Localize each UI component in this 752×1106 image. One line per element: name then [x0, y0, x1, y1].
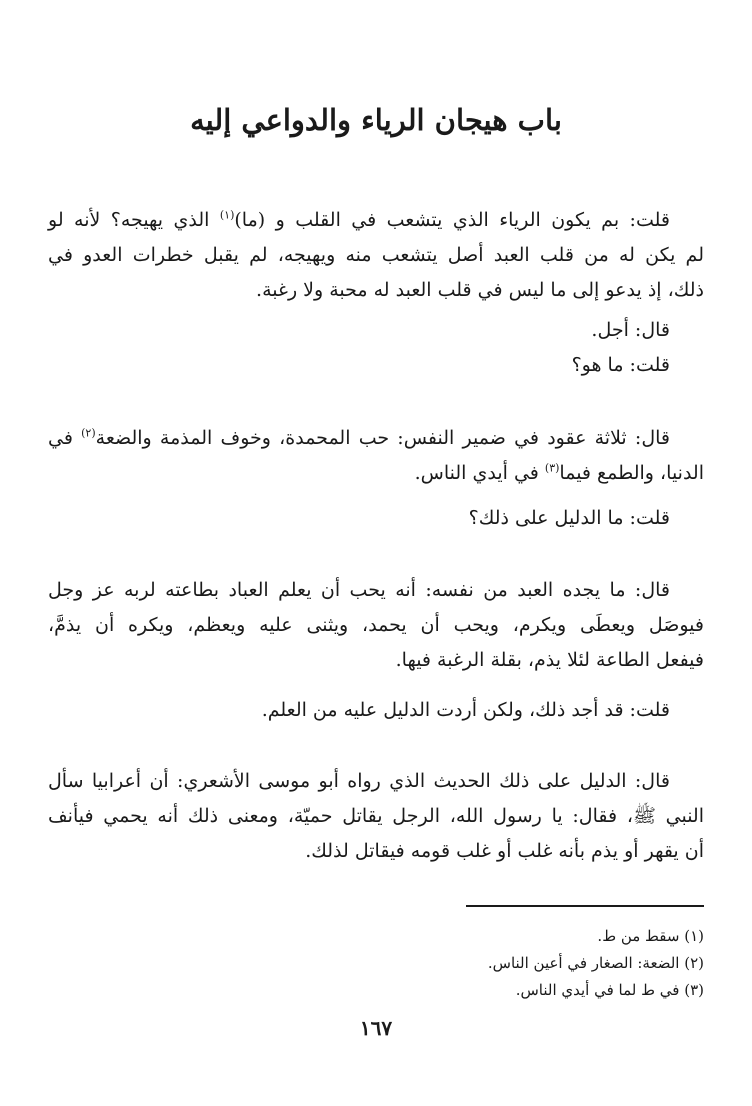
paragraph-question-3: قلت: ما الدليل على ذلك؟	[468, 507, 670, 529]
paragraph-question-2: قلت: ما هو؟	[571, 354, 670, 376]
footnote-3: (٣) في ط لما في أيدي الناس.	[515, 981, 704, 999]
paragraph-question-4: قلت: قد أجد ذلك، ولكن أردت الدليل عليه من العلم.	[261, 699, 670, 721]
text-line: قال: ثلاثة عقود في ضمير النفس: حب المحمدة، وخوف المذمة والضعة$^{(٢)}$ في	[48, 426, 670, 449]
text-line: الدنيا، والطمع فيما$^{(٣)}$ في أيدي الناس.	[414, 461, 704, 484]
page-number: ١٦٧	[359, 1016, 393, 1040]
paragraph-answer-short: قال: أجل.	[591, 319, 670, 341]
paragraph-answer-hadith	[48, 764, 704, 869]
footnote-2: (٢) الضعة: الصغار في أعين الناس.	[487, 954, 704, 972]
text-line: أن يقهر أو يذم بأنه غلب أو غلب قومه فيقاتل لذلك.	[305, 840, 704, 862]
footnote-1: (١) سقط من ط.	[597, 927, 704, 945]
footnote-ref: (١)	[219, 208, 235, 222]
text-line: قلت: بم يكون الرياء الذي يتشعب في القلب و (ما)$^{(١)}$ الذي يهيجه؟ لأنه لو	[48, 208, 670, 231]
text-line: ذلك، إذ يدعو إلى ما ليس في قلب العبد له محبة ولا رغبة.	[256, 279, 704, 301]
text-line: لم يكن له من قلب العبد أصل يتشعب منه ويهيجه، لم يقبل خطرات العدو في	[48, 244, 704, 266]
chapter-title: باب هيجان الرياء والدواعي إليه	[190, 103, 562, 137]
text-line: النبي ﷺ، فقال: يا رسول الله، الرجل يقاتل حميّة، ومعنى ذلك أنه يحمي فيأنف	[48, 805, 705, 827]
text-line: قال: ما يجده العبد من نفسه: أنه يحب أن يعلم العباد بطاعته لربه عز وجل	[48, 579, 670, 601]
footnote-separator	[466, 905, 704, 907]
paragraph-answer-evidence	[48, 573, 704, 678]
paragraph-question-1	[48, 203, 704, 308]
text-line: فيوصَل ويعطَى ويكرم، ويحب أن يحمد، ويثنى عليه ويعظم، ويكره أن يذمَّ،	[48, 614, 704, 636]
footnote-ref: (٣)	[544, 461, 560, 475]
paragraph-answer-three-knots	[48, 421, 704, 491]
text-line: فيفعل الطاعة لئلا يذم، بقلة الرغبة فيها.	[395, 649, 704, 671]
footnote-ref: (٢)	[81, 426, 96, 440]
text-line: قال: الدليل على ذلك الحديث الذي رواه أبو موسى الأشعري: أن أعرابيا سأل	[48, 770, 670, 792]
